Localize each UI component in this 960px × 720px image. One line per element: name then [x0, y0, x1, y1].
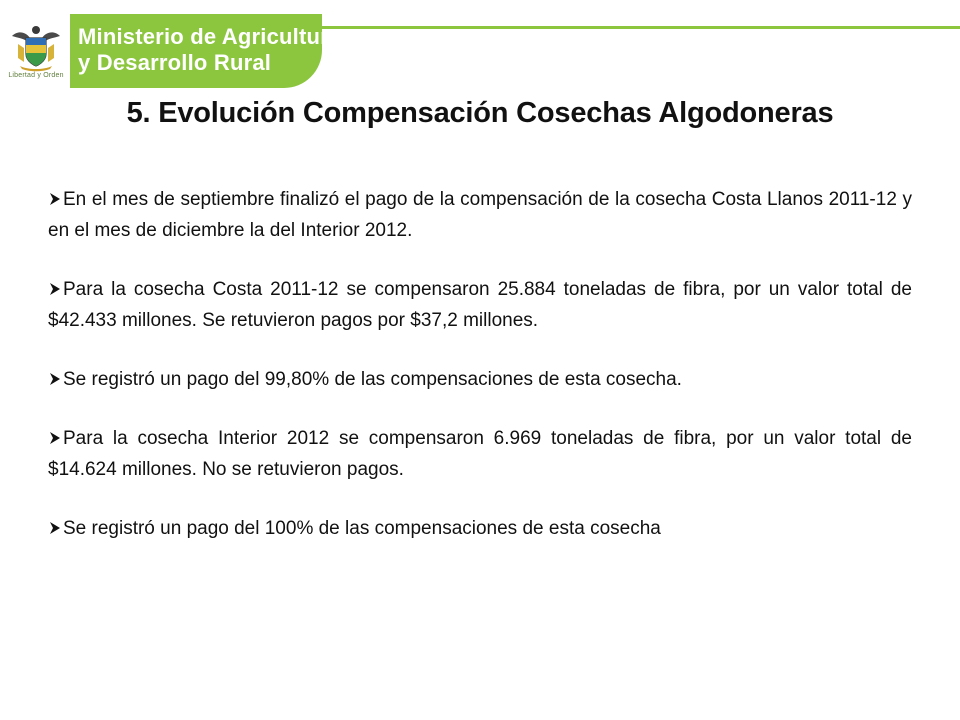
- bullet-list: [48, 184, 912, 572]
- bullet-text: Se registró un pago del 100% de las compensaciones de esta cosecha: [63, 518, 661, 539]
- bullet-item-4: [48, 423, 912, 485]
- arrow-bullet-icon: [48, 192, 62, 206]
- header-banner: [0, 0, 960, 92]
- bullet-text: Se registró un pago del 99,80% de las compensaciones de esta cosecha.: [63, 369, 682, 390]
- arrow-bullet-icon: [48, 282, 62, 296]
- bullet-item-5: [48, 513, 912, 544]
- ministry-name-line1: Ministerio de Agricultura: [78, 24, 342, 49]
- crest-caption: Libertad y Orden: [8, 72, 64, 79]
- bullet-text: Para la cosecha Costa 2011-12 se compensaron 25.884 toneladas de fibra, por un valor total de $42.433 millones. Se retuvieron pagos por $37,2 millones.: [48, 279, 912, 331]
- slide-title: 5. Evolución Compensación Cosechas Algodoneras: [126, 97, 834, 129]
- colombia-crest-icon: [8, 22, 64, 74]
- bullet-text: En el mes de septiembre finalizó el pago de la compensación de la cosecha Costa Llanos 2011-12 y en el mes de diciembre la del Interior 2012.: [48, 189, 912, 241]
- arrow-bullet-icon: [48, 431, 62, 445]
- ministry-name: [78, 24, 341, 76]
- bullet-item-1: [48, 184, 912, 246]
- arrow-bullet-icon: [48, 521, 62, 535]
- bullet-item-3: [48, 364, 912, 395]
- arrow-bullet-icon: [48, 372, 62, 386]
- header-green-rule: [318, 26, 960, 29]
- ministry-name-line2: y Desarrollo Rural: [78, 50, 272, 75]
- bullet-item-2: [48, 274, 912, 336]
- bullet-text: Para la cosecha Interior 2012 se compensaron 6.969 toneladas de fibra, por un valor total de $14.624 millones. No se retuvieron pagos.: [48, 428, 912, 480]
